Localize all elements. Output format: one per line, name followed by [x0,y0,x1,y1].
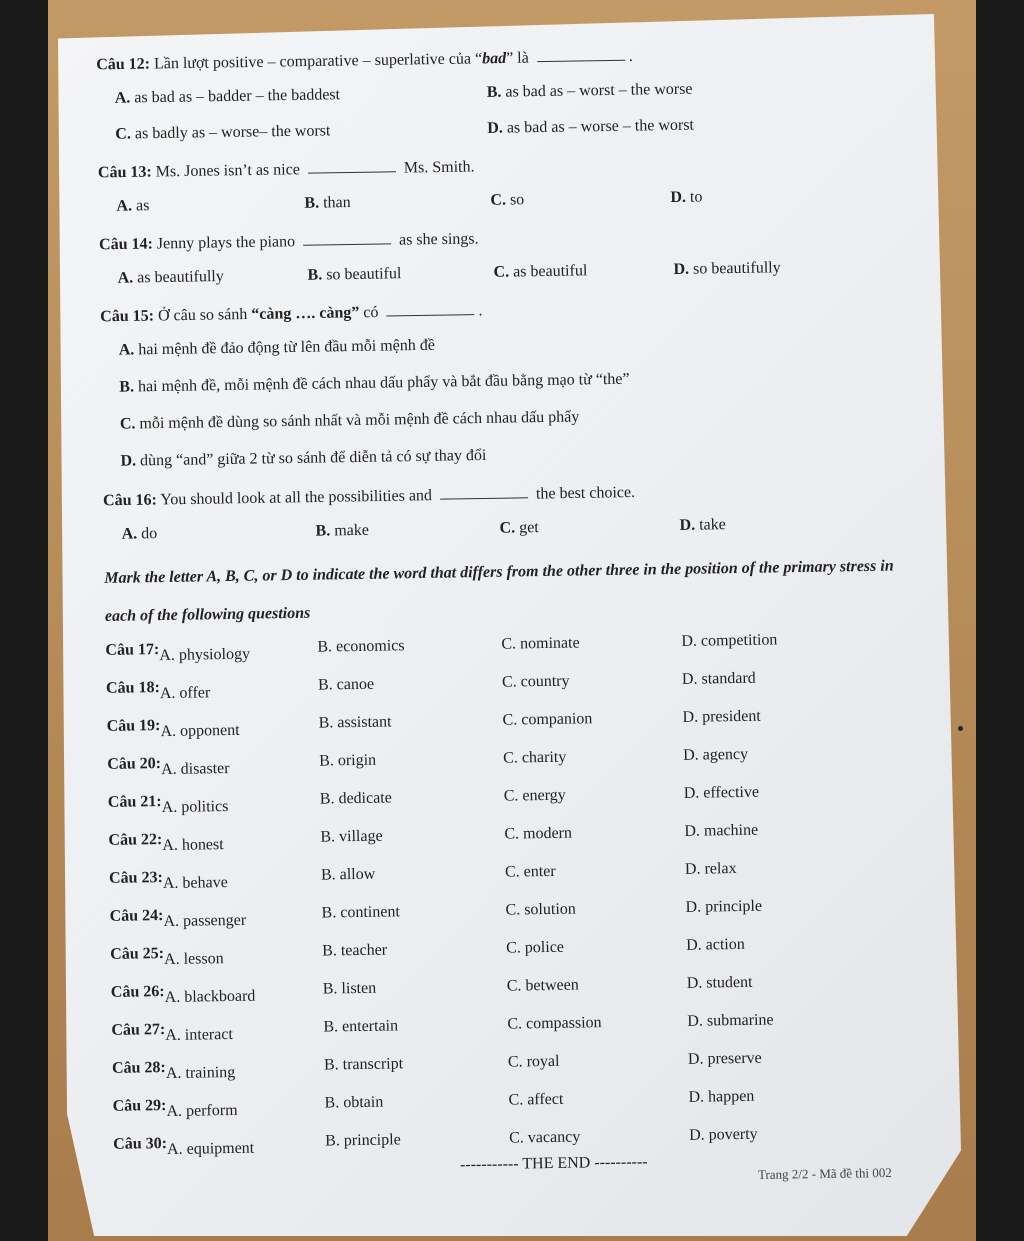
option-d: D. submarine [687,1011,774,1030]
option-d: D. president [682,707,761,726]
option-d: D. so beautifully [673,259,781,278]
question-label: Câu 29: [112,1097,167,1115]
option-c: C. country [501,672,570,691]
stem-tail: . [478,302,483,320]
option-b: B. dedicate [319,789,392,808]
question-stem-end: as she sings. [398,230,479,249]
option-a: A. behave [162,874,228,893]
option-a: A. as bad as – badder – the baddest [114,86,341,107]
option-d: D. standard [681,669,756,688]
option-a: A. as beautifully [117,268,224,287]
answer-blank [386,300,474,317]
option-d: D. preserve [687,1049,762,1068]
question-label: Câu 14: [98,235,154,254]
stress-question-list [105,623,923,1168]
option-b: B. make [315,521,370,540]
question-label: Câu 25: [110,945,165,963]
answer-blank [537,46,625,63]
option-c: C. enter [504,862,556,881]
option-d: D. competition [681,631,778,650]
option-a: A. do [121,525,158,543]
answer-blank [308,157,396,174]
option-a: A. perform [166,1101,238,1121]
option-d: D. happen [688,1087,755,1106]
option-b: B. entertain [323,1017,399,1036]
option-c: C. charity [503,748,567,767]
option-b: B. origin [319,751,377,770]
question-label: Câu 22: [108,831,163,849]
ink-dot [958,726,963,731]
option-d: D. take [679,516,726,534]
section-instruction: Mark the letter A, B, C, or D to indicate the word that differs from the other three in the position of the primary stress in each of the following questions [104,557,894,625]
option-c: C. modern [504,824,573,843]
option-b: B. principle [325,1131,401,1150]
option-c: C. affect [508,1090,564,1109]
option-c: C. solution [505,900,576,919]
question-stem: Lần lượt positive – comparative – superlative của “ [153,50,483,73]
question-label: Câu 13: [97,163,152,182]
option-d: D. dùng “and” giữa 2 từ so sánh để diễn tả có sự thay đổi [120,446,487,470]
answer-blank [440,483,528,500]
option-c: C. energy [503,786,566,805]
option-a: A. honest [162,836,224,855]
right-black-border [976,0,1024,1241]
option-c: C. royal [507,1052,560,1071]
option-d: D. effective [683,783,760,802]
option-b: B. transcript [323,1055,404,1074]
option-b: B. listen [322,979,377,998]
answer-blank [303,229,391,246]
question-stem: You should look at all the possibilities and [160,487,433,509]
option-c: C. vacancy [509,1128,581,1147]
option-a: A. politics [161,798,229,817]
option-c: C. nominate [501,634,580,653]
question-label: Câu 26: [110,983,165,1001]
option-c: C. between [506,976,579,995]
option-b: B. so beautiful [307,265,402,284]
option-c: C. get [499,519,539,537]
option-d: D. as bad as – worse – the worst [487,116,695,137]
option-d: D. action [686,935,745,954]
option-d: D. principle [685,897,763,916]
option-b: B. teacher [322,941,388,960]
option-a: A. lesson [163,950,224,969]
option-b: B. obtain [324,1093,384,1112]
option-c: C. as badly as – worse– the worst [115,122,331,143]
page-footer: Trang 2/2 - Mã đề thi 002 [757,1164,892,1183]
option-c: C. compassion [507,1014,602,1033]
option-a: A. hai mệnh đề đảo động từ lên đầu mỗi mệnh đề [118,336,436,359]
question-label: Câu 12: [96,55,151,74]
stem-keyword: “càng …. càng” [251,304,360,323]
stem-tail: . [628,47,633,66]
question-label: Câu 24: [109,907,164,925]
question-stem-end: the best choice. [535,483,636,503]
question-stem: Ms. Jones isn’t as nice [155,161,300,181]
option-d: D. relax [684,860,737,878]
option-b: B. continent [321,903,400,922]
option-a: A. blackboard [164,987,256,1007]
question-label: Câu 20: [107,755,162,773]
option-b: B. economics [317,637,405,656]
question-label: Câu 16: [102,491,158,510]
question-label: Câu 17: [105,641,160,659]
option-c: C. companion [502,710,593,729]
option-c: C. mỗi mệnh đề dùng so sánh nhất và mỗi mệnh đề cách nhau dấu phẩy [119,408,580,433]
option-c: C. police [506,938,565,957]
option-b: B. as bad as – worst – the worse [486,80,693,101]
option-d: D. student [686,973,753,992]
option-c: C. as beautiful [493,262,588,281]
option-c: C. so [490,191,525,209]
stem-keyword: bad [482,49,507,68]
question-label: Câu 18: [105,679,160,697]
option-a: A. physiology [159,645,251,665]
option-b: B. than [304,194,351,212]
option-b: B. hai mệnh đề, mỗi mệnh đề cách nhau dấu phẩy và bắt đầu bằng mạo từ “the” [119,370,630,396]
option-a: A. passenger [163,911,247,931]
question-stem-end: Ms. Smith. [403,158,475,177]
left-black-border [0,0,48,1241]
option-b: B. assistant [318,713,392,732]
option-b: B. canoe [317,675,375,694]
question-label: Câu 23: [108,869,163,887]
exam-content [96,35,923,1168]
question-label: Câu 15: [100,307,155,326]
option-a: A. disaster [160,759,230,779]
question-label: Câu 27: [111,1021,166,1039]
option-d: D. machine [684,821,759,840]
option-d: D. to [670,188,703,206]
question-label: Câu 19: [106,717,161,735]
option-a: A. training [165,1063,236,1083]
option-a: A. offer [159,684,211,703]
end-marker: ----------- THE END ---------- [459,1153,648,1174]
option-d: D. poverty [689,1125,758,1144]
question-label: Câu 30: [113,1135,168,1153]
option-a: A. interact [165,1025,233,1045]
option-a: A. as [116,197,150,215]
option-b: B. village [320,827,383,846]
question-label: Câu 21: [107,793,162,811]
option-a: A. equipment [166,1139,255,1159]
option-d: D. agency [683,745,749,764]
question-stem: Jenny plays the piano [156,233,296,253]
question-stem-end: có [359,303,379,322]
option-b: B. allow [320,865,376,884]
question-stem: Ở câu so sánh [157,305,252,325]
question-label: Câu 28: [111,1059,166,1077]
question-stem-end: ” là [506,49,529,67]
option-a: A. opponent [160,721,240,741]
